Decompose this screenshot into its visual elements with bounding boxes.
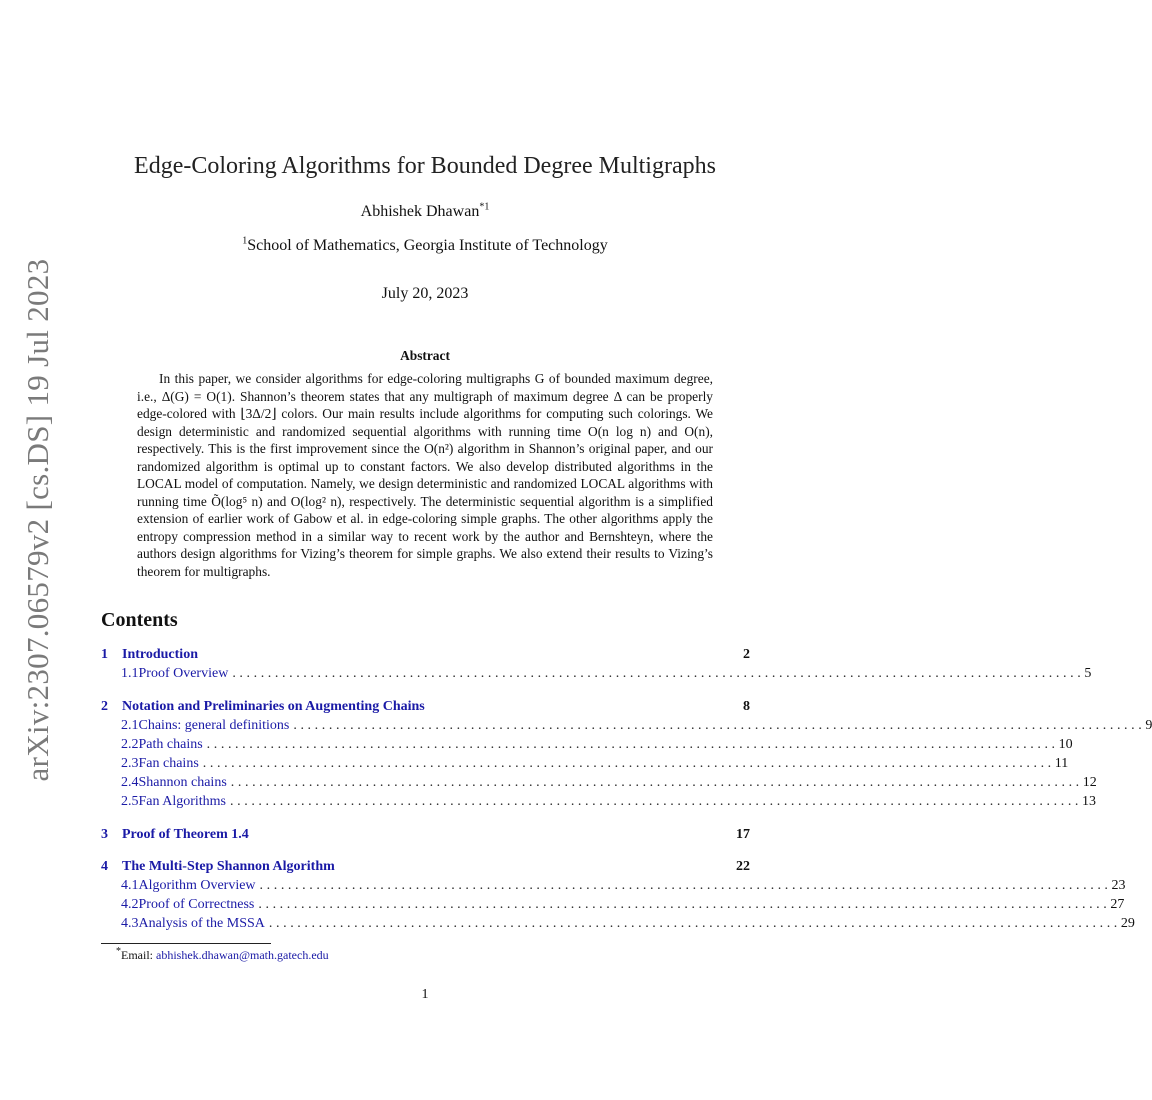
toc-subsection-page: 5 xyxy=(1084,666,1092,681)
toc-section-page: 22 xyxy=(736,859,750,874)
toc-subsection-number: 2.5 xyxy=(121,794,139,809)
toc-subsection-2-5[interactable] xyxy=(101,794,1097,813)
toc-subsection-title[interactable]: Fan chains xyxy=(138,756,199,771)
toc-subsection-number: 2.4 xyxy=(121,775,139,790)
toc-subsection-title[interactable]: Path chains xyxy=(138,737,203,752)
toc-subsection-title[interactable]: Proof of Correctness xyxy=(138,897,255,912)
toc-subsection-2-2[interactable] xyxy=(101,737,1073,756)
toc-subsection-title[interactable]: Algorithm Overview xyxy=(138,878,256,893)
toc-subsection-4-2[interactable] xyxy=(101,897,1125,916)
affiliation-mark: 1 xyxy=(242,235,248,247)
toc-section-3[interactable] xyxy=(101,827,750,846)
toc-dot-leader: ........................................................................................................................ xyxy=(230,794,1083,809)
toc-subsection-page: 9 xyxy=(1145,718,1152,733)
toc-section-page: 2 xyxy=(743,647,750,662)
toc-subsection-title[interactable]: Proof Overview xyxy=(138,666,229,681)
footnote-label: Email: xyxy=(121,948,153,962)
toc-subsection-4-3[interactable] xyxy=(101,916,1135,935)
toc-subsection-page: 27 xyxy=(1110,897,1125,912)
affiliation-line xyxy=(0,237,850,255)
toc-subsection-number: 1.1 xyxy=(121,666,139,681)
toc-section-number: 2 xyxy=(101,699,108,714)
affiliation-text: School of Mathematics, Georgia Institute of Technology xyxy=(247,237,608,254)
toc-section-number: 1 xyxy=(101,647,108,662)
toc-section-title[interactable]: Notation and Preliminaries on Augmenting Chains xyxy=(122,699,425,714)
email-link[interactable]: abhishek.dhawan@math.gatech.edu xyxy=(156,948,329,962)
toc-subsection-number: 4.3 xyxy=(121,916,139,931)
toc-dot-leader: ........................................................................................................................ xyxy=(206,737,1059,752)
toc-subsection-page: 10 xyxy=(1058,737,1073,752)
author-marks: *1 xyxy=(479,201,490,213)
abstract-body xyxy=(137,370,713,580)
toc-dot-leader: ........................................................................................................................ xyxy=(232,666,1085,681)
toc-dot-leader: ........................................................................................................................ xyxy=(293,718,1146,733)
toc-dot-leader: ........................................................................................................................ xyxy=(230,775,1083,790)
toc-subsection-number: 2.3 xyxy=(121,756,139,771)
table-of-contents xyxy=(101,647,1152,935)
toc-subsection-page: 23 xyxy=(1111,878,1126,893)
toc-subsection-title[interactable]: Analysis of the MSSA xyxy=(138,916,265,931)
toc-subsection-2-4[interactable] xyxy=(101,775,1097,794)
toc-subsection-1-1[interactable] xyxy=(101,666,1092,685)
toc-subsection-title[interactable]: Fan Algorithms xyxy=(138,794,227,809)
paper-date: July 20, 2023 xyxy=(381,285,469,302)
paper-title: Edge-Coloring Algorithms for Bounded Degree Multigraphs xyxy=(134,153,716,179)
toc-subsection-page: 29 xyxy=(1120,916,1135,931)
toc-section-2[interactable] xyxy=(101,699,750,718)
toc-subsection-number: 2.2 xyxy=(121,737,139,752)
toc-subsection-number: 4.2 xyxy=(121,897,139,912)
toc-section-number: 4 xyxy=(101,859,108,874)
footnote xyxy=(116,948,329,963)
footnote-mark: * xyxy=(116,946,121,957)
toc-subsection-2-1[interactable] xyxy=(101,718,1152,737)
toc-section-4[interactable] xyxy=(101,859,750,878)
toc-dot-leader: ........................................................................................................................ xyxy=(268,916,1121,931)
toc-section-title[interactable]: Proof of Theorem 1.4 xyxy=(122,827,249,842)
toc-section-page: 8 xyxy=(743,699,750,714)
toc-subsection-page: 11 xyxy=(1054,756,1069,771)
toc-section-page: 17 xyxy=(736,827,750,842)
author-line xyxy=(0,203,850,221)
toc-subsection-4-1[interactable] xyxy=(101,878,1126,897)
toc-dot-leader: ........................................................................................................................ xyxy=(202,756,1055,771)
toc-subsection-number: 2.1 xyxy=(121,718,139,733)
abstract-heading: Abstract xyxy=(400,348,450,363)
toc-subsection-page: 13 xyxy=(1082,794,1097,809)
toc-section-1[interactable] xyxy=(101,647,750,666)
toc-section-title[interactable]: The Multi-Step Shannon Algorithm xyxy=(122,859,335,874)
toc-subsection-2-3[interactable] xyxy=(101,756,1069,775)
contents-heading: Contents xyxy=(101,609,178,631)
toc-section-title[interactable]: Introduction xyxy=(122,647,198,662)
toc-dot-leader: ........................................................................................................................ xyxy=(259,878,1112,893)
page-number: 1 xyxy=(421,987,429,1002)
toc-dot-leader: ........................................................................................................................ xyxy=(258,897,1111,912)
toc-subsection-number: 4.1 xyxy=(121,878,139,893)
footnote-rule xyxy=(101,943,271,944)
toc-subsection-title[interactable]: Chains: general definitions xyxy=(138,718,290,733)
abstract-text: In this paper, we consider algorithms for edge-coloring multigraphs G of bounded maximum degree, i.e., Δ(G) = O(1). Shannon’s theorem states that any multigraph of maximum degree Δ can be properly edge-colored with ⌊3Δ/2⌋ colors. Our main results include algorithms for computing such colorings. We design deterministic and randomized sequential algorithms with running time O(n log n) and O(n), respectively. This is the first improvement since the O(n²) algorithm in Shannon’s original paper, and our randomized algorithm is optimal up to constant factors. We also develop distributed algorithms in the LOCAL model of computation. Namely, we design deterministic and randomized LOCAL algorithms with running time Õ(log⁵ n) and O(log² n), respectively. The deterministic sequential algorithm is a simplified extension of earlier work of Gabow et al. in edge-coloring simple graphs. The other algorithms apply the entropy compression method in a similar way to recent work by the author and Bernshteyn, where the authors design algorithms for Vizing’s theorem for simple graphs. We also extend their results to Vizing’s theorem for multigraphs. xyxy=(137,371,713,579)
toc-subsection-page: 12 xyxy=(1082,775,1097,790)
toc-section-number: 3 xyxy=(101,827,108,842)
arxiv-side-identifier: arXiv:2307.06579v2 [cs.DS] 19 Jul 2023 xyxy=(20,258,55,782)
author-name: Abhishek Dhawan xyxy=(360,203,480,220)
toc-subsection-title[interactable]: Shannon chains xyxy=(138,775,227,790)
